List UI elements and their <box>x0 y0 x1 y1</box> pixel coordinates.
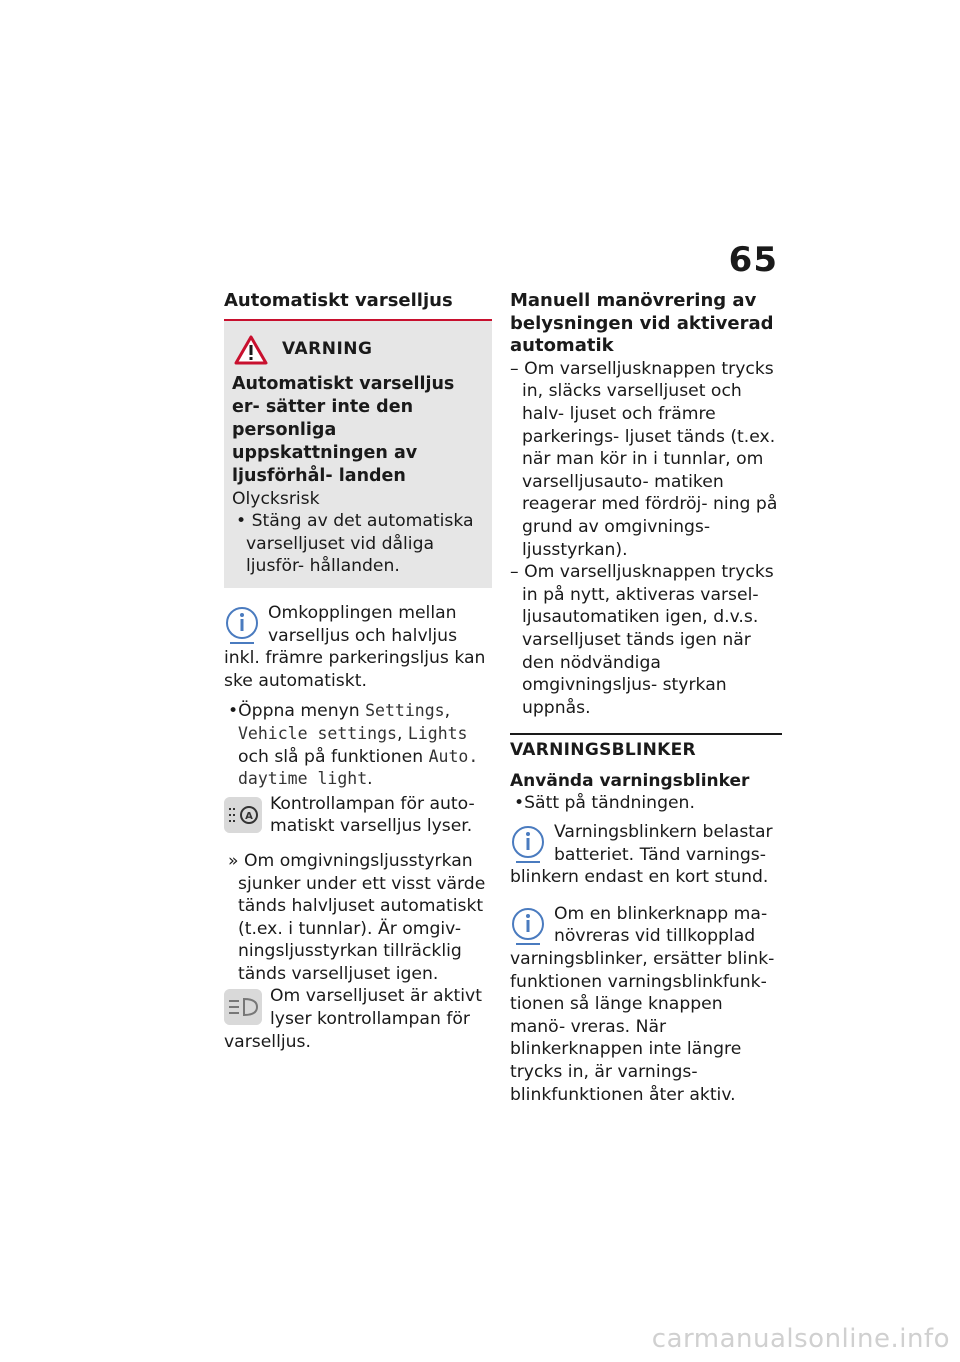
lamp-note-2 <box>224 985 492 1053</box>
auto-daytime-light-lamp-icon <box>224 797 262 833</box>
subsection-title: Använda varningsblinker <box>510 770 750 791</box>
lamp-note-1 <box>224 793 492 838</box>
daytime-light-lamp-icon <box>224 989 262 1025</box>
menu-auto-daytime-light: Auto. daytime light <box>238 746 479 789</box>
result-step: » Om omgivningsljusstyrkan sjunker under ett visst värde tänds halvljuset automatiskt (t.ex. i tunnlar). Är omgiv- ningsljusstyrkan tillräcklig tänds varselljuset igen. <box>228 850 486 984</box>
section-title-varselljus: Automatiskt varselljus <box>224 290 453 311</box>
lamp-note-1-text: Kontrollampan för auto- matiskt varselljus lyser. <box>270 793 475 837</box>
section-title-varningsblinker: VARNINGSBLINKER <box>510 740 696 761</box>
lamp-note-2-text: Om varselljuset är aktivt lyser kontrollampan för varselljus. <box>224 986 482 1052</box>
warning-title: Automatiskt varselljus er- sätter inte den personliga uppskattningen av ljusförhål- landen <box>232 373 455 486</box>
page-number: 65 <box>728 240 778 280</box>
step-prefix: Öppna menyn <box>238 701 360 722</box>
info-icon <box>224 605 260 645</box>
info-icon <box>510 906 546 946</box>
info-note-2-text: Varningsblinkern belastar batteriet. Tänd varnings- blinkern endast en kort stund. <box>510 822 773 888</box>
warning-risk: Olycksrisk <box>232 488 320 509</box>
info-note-1-text: Omkopplingen mellan varselljus och halvljus inkl. främre parkeringsljus kan ske automatiskt. <box>224 602 486 691</box>
info-note-3 <box>510 903 782 1106</box>
dash-item-2: – Om varselljusknappen trycks in på nytt, aktiveras varsel- ljusautomatiken igen, d.v.s. varselljuset tänds igen när den nödvändiga omgivningsljus- styrkan uppnås. <box>510 562 774 718</box>
left-column <box>224 290 492 1053</box>
ignition-step: •Sätt på tändningen. <box>514 793 695 814</box>
dash-item-2-text: Om varselljusknappen trycks in på nytt, aktiveras varsel- ljusautomatiken igen, d.v.s. varselljuset tänds igen när den nödvändiga omgivningsljus- styrkan uppnås. <box>522 562 774 718</box>
info-note-2 <box>510 821 782 889</box>
section-title-manuell: Manuell manövrering av belysningen vid aktiverad automatik <box>510 290 774 357</box>
warning-triangle-icon <box>234 335 268 365</box>
section-rule <box>510 733 782 762</box>
warning-label: VARNING <box>282 339 373 360</box>
menu-step: •Öppna menyn Settings, Vehicle settings, Lights och slå på funktionen Auto. daytime light. <box>228 701 479 790</box>
info-note-3-text: Om en blinkerknapp ma- növreras vid tillkopplad varningsblinker, ersätter blink- funktionen varningsblinkfunk- tionen så länge knappen manö- vreras. När blinkerknappen inte längre trycks in, är varnings- blinkfunktionen åter aktiv. <box>510 903 775 1105</box>
warning-header <box>234 335 484 365</box>
dash-item-1: – Om varselljusknappen trycks in, släcks varselljuset och halv- ljuset och främre parkerings- ljuset tänds (t.ex. när man kör in i tunnlar, om varselljusauto- matiken reagerar med fördröj- ning på grund av omgivnings- ljusstyrkan). <box>510 358 778 560</box>
warning-box <box>224 319 492 588</box>
svg-text:A: A <box>245 810 253 822</box>
right-column <box>510 290 782 1106</box>
warning-bullet-text: Stäng av det automatiska varselljuset vid dåliga ljusför- hållanden. <box>246 511 474 577</box>
watermark: carmanualsonline.info <box>651 1324 950 1354</box>
menu-vehicle-settings: Vehicle settings <box>238 723 397 743</box>
ignition-step-text: Sätt på tändningen. <box>524 793 695 814</box>
info-icon <box>510 824 546 864</box>
menu-lights: Lights <box>407 723 468 743</box>
warning-bullet: • Stäng av det automatiska varselljuset vid dåliga ljusför- hållanden. <box>236 511 474 577</box>
dash-item-1-text: Om varselljusknappen trycks in, släcks varselljuset och halv- ljuset och främre parkerings- ljuset tänds (t.ex. när man kör in i tunnlar, om varselljusauto- matiken reagerar med fördröj- ning på grund av omgivnings- ljusstyrkan). <box>522 358 778 560</box>
menu-settings: Settings <box>365 701 445 721</box>
result-text: Om omgivningsljusstyrkan sjunker under ett visst värde tänds halvljuset automatiskt (t.ex. i tunnlar). Är omgiv- ningsljusstyrkan tillräcklig tänds varselljuset igen. <box>238 850 486 984</box>
info-note-1 <box>224 602 492 692</box>
step-middle: och slå på funktionen <box>238 746 424 767</box>
